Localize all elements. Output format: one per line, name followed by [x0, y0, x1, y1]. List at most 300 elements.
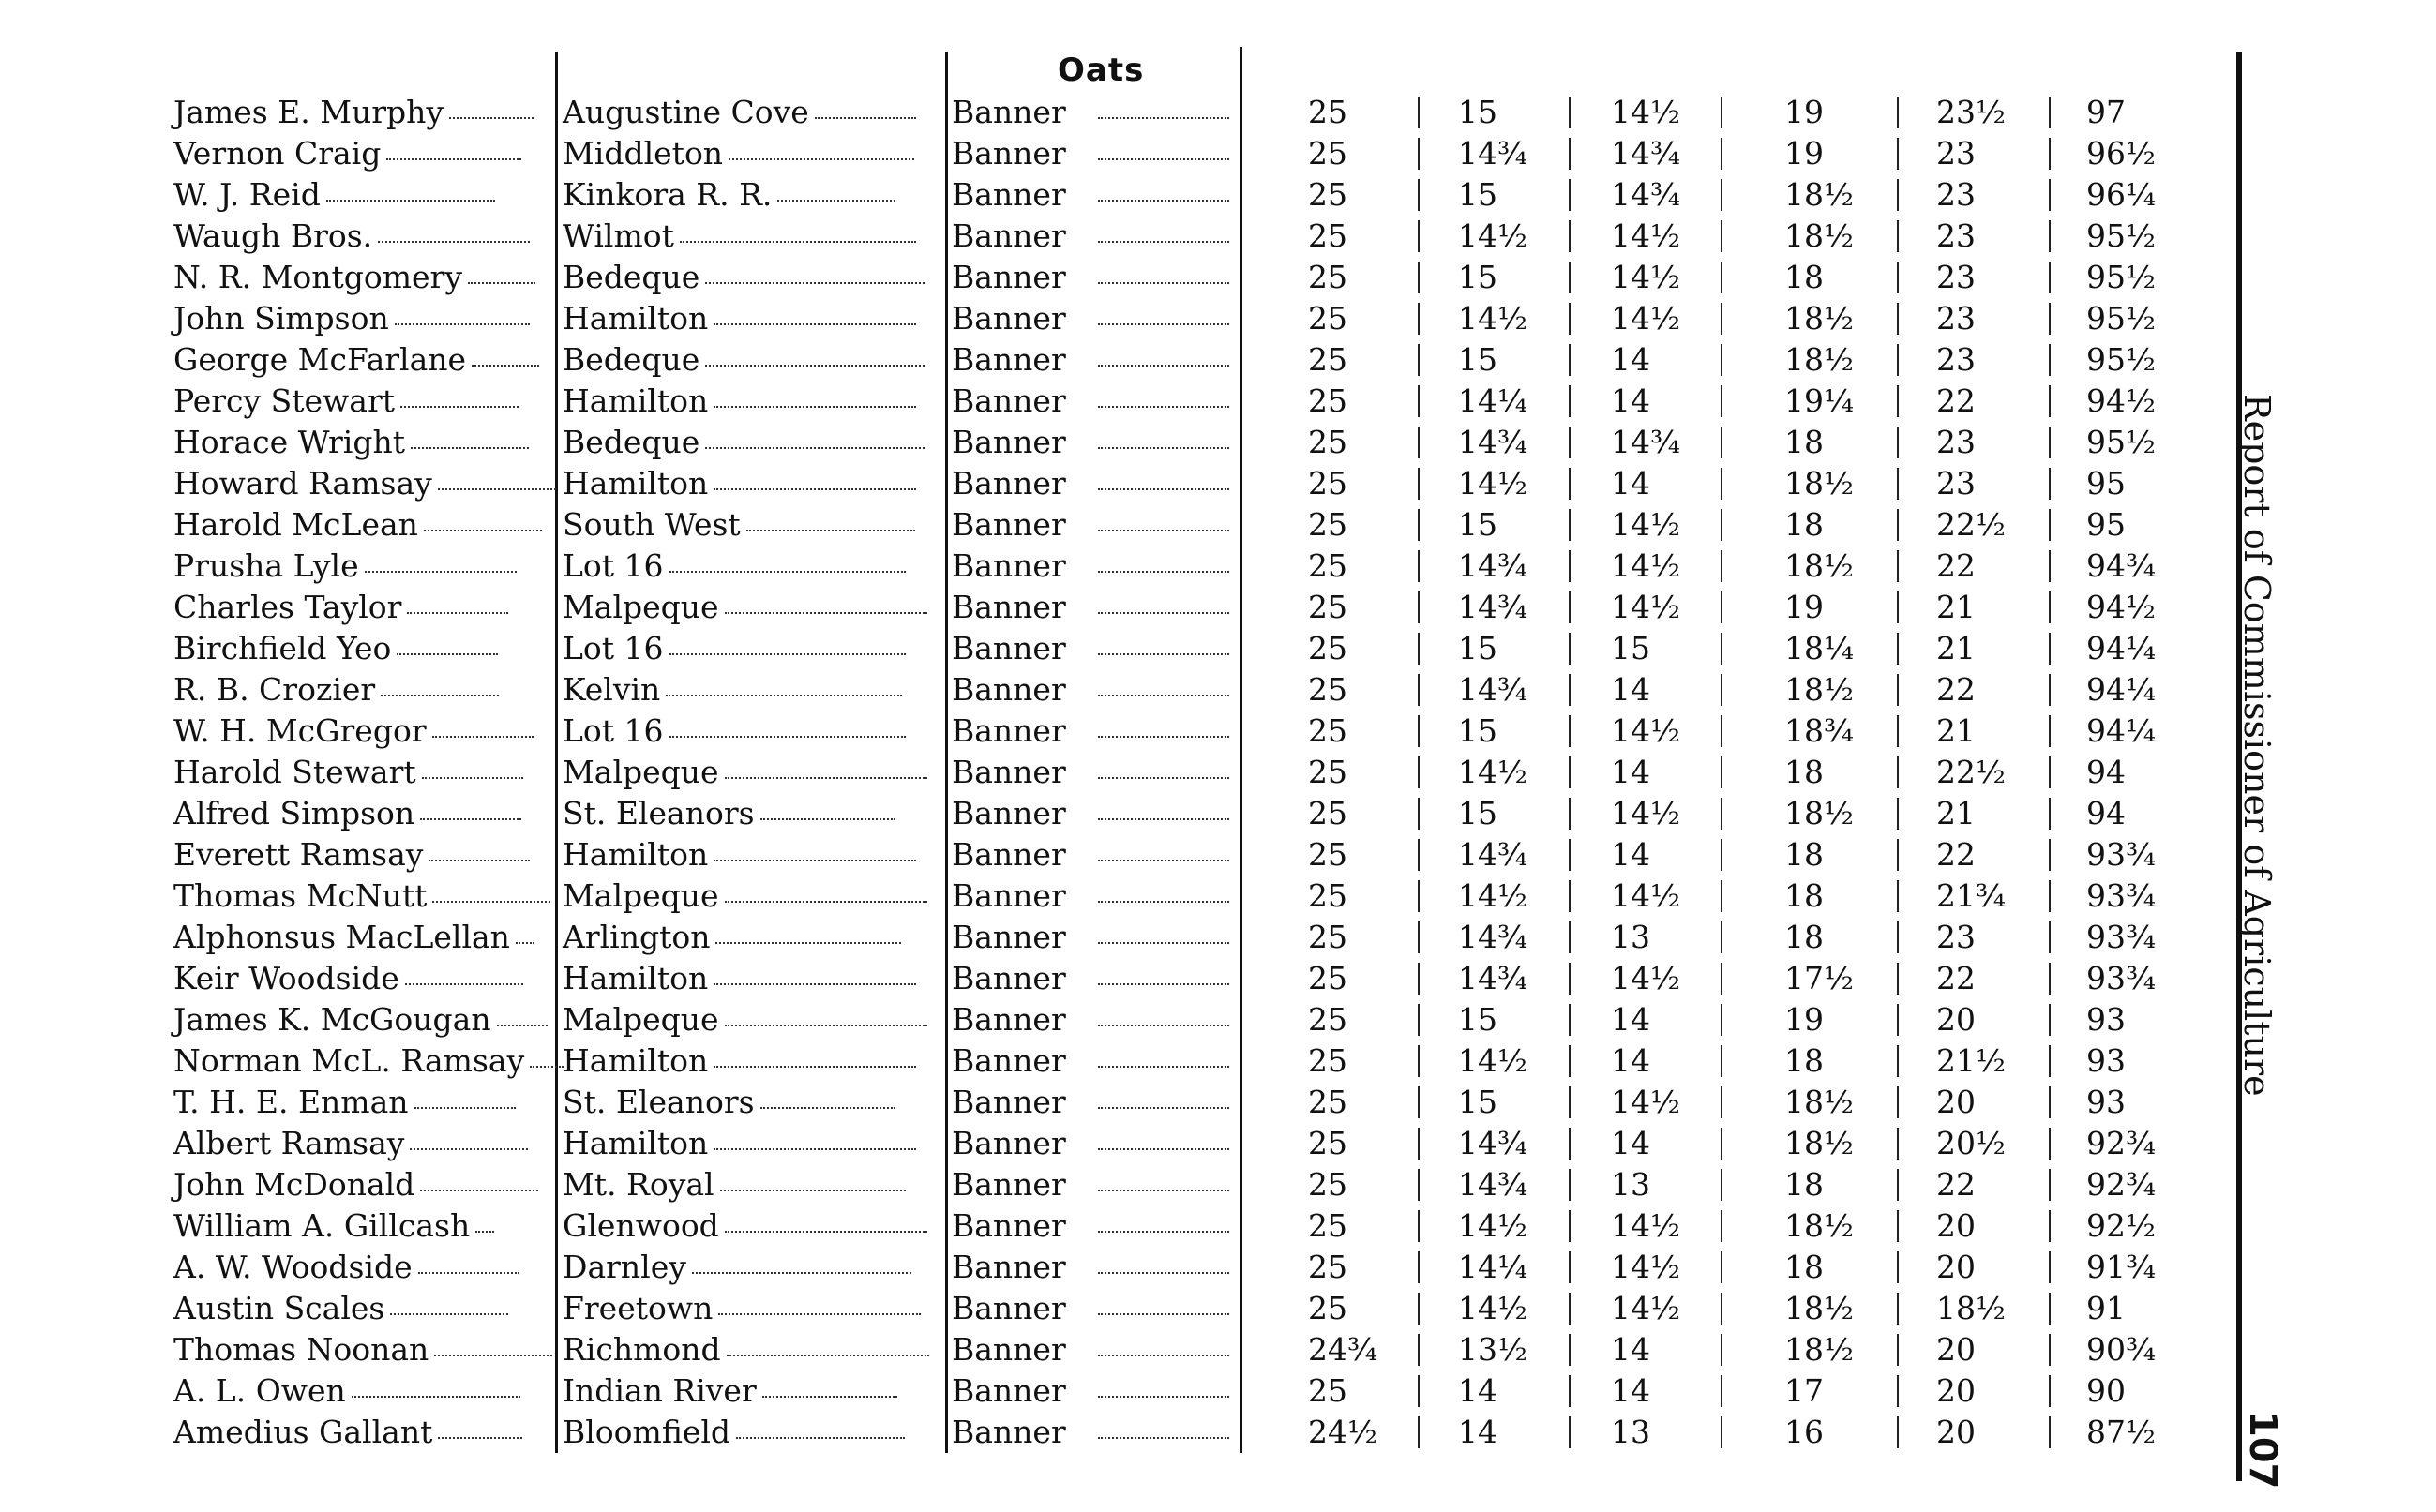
- variety: Banner: [952, 1040, 1233, 1082]
- location: Hamilton: [563, 1040, 947, 1082]
- variety: Banner: [952, 1370, 1233, 1412]
- column-tick: [1721, 1293, 1722, 1325]
- variety: Banner: [952, 422, 1233, 463]
- column-tick: [1897, 262, 1899, 293]
- variety: Banner: [952, 133, 1233, 174]
- score-4: 18½: [1784, 1290, 1854, 1326]
- column-tick: [2049, 220, 2051, 252]
- variety: Banner: [952, 999, 1233, 1040]
- score-3: 14: [1611, 1331, 1650, 1368]
- column-tick: [1418, 1375, 1420, 1407]
- column-tick: [1897, 385, 1899, 417]
- total-score: 91¾: [2086, 1249, 2156, 1285]
- table-row: [0, 1247, 2250, 1288]
- score-5: 21½: [1936, 1042, 2006, 1079]
- column-tick: [1721, 344, 1722, 376]
- total-score: 93: [2086, 1084, 2126, 1120]
- column-tick: [1418, 674, 1420, 706]
- total-score: 90¾: [2086, 1331, 2156, 1368]
- score-5: 22: [1936, 671, 1976, 708]
- score-1: 25: [1308, 960, 1347, 996]
- score-5: 20: [1936, 1372, 1976, 1409]
- score-2: 15: [1458, 1001, 1497, 1038]
- table-row: [0, 669, 2250, 711]
- variety: Banner: [952, 257, 1233, 298]
- total-score: 95½: [2086, 259, 2156, 295]
- total-score: 94¾: [2086, 547, 2156, 584]
- column-tick: [1418, 756, 1420, 788]
- column-tick: [1418, 1334, 1420, 1366]
- entrant-name: Birchfield Yeo: [173, 628, 549, 669]
- column-tick: [1418, 138, 1420, 170]
- score-3: 14½: [1611, 506, 1680, 543]
- score-4: 17½: [1784, 960, 1854, 996]
- column-tick: [2049, 756, 2051, 788]
- score-3: 14½: [1611, 960, 1680, 996]
- variety: Banner: [952, 381, 1233, 422]
- column-tick: [1418, 633, 1420, 665]
- table-row: [0, 1040, 2250, 1082]
- score-2: 14¾: [1458, 1125, 1527, 1161]
- variety: Banner: [952, 463, 1233, 504]
- score-5: 22½: [1936, 506, 2006, 543]
- score-2: 14¾: [1458, 135, 1527, 172]
- total-score: 95½: [2086, 300, 2156, 337]
- variety: Banner: [952, 1288, 1233, 1329]
- score-4: 18: [1784, 1042, 1824, 1079]
- column-tick: [2049, 427, 2051, 458]
- score-1: 25: [1308, 217, 1347, 254]
- location: Bedeque: [563, 422, 947, 463]
- total-score: 95½: [2086, 217, 2156, 254]
- column-tick: [1721, 509, 1722, 541]
- total-score: 93¾: [2086, 836, 2156, 873]
- column-tick: [1897, 921, 1899, 953]
- column-tick: [1897, 427, 1899, 458]
- score-3: 14½: [1611, 1084, 1680, 1120]
- entrant-name: Everett Ramsay: [173, 834, 549, 876]
- column-tick: [1897, 509, 1899, 541]
- total-score: 95½: [2086, 341, 2156, 378]
- table-row: [0, 917, 2250, 958]
- score-5: 18½: [1936, 1290, 2006, 1326]
- running-title: Report of Commissioner of Agriculture: [2236, 394, 2278, 1097]
- score-3: 14½: [1611, 217, 1680, 254]
- score-5: 21: [1936, 712, 1976, 749]
- total-score: 93¾: [2086, 877, 2156, 914]
- column-tick: [1418, 1004, 1420, 1036]
- score-3: 14: [1611, 465, 1650, 502]
- location: Bloomfield: [563, 1412, 947, 1453]
- entrant-name: Charles Taylor: [173, 587, 549, 628]
- score-2: 14½: [1458, 465, 1527, 502]
- column-tick: [1418, 550, 1420, 582]
- score-1: 25: [1308, 919, 1347, 955]
- score-5: 22½: [1936, 754, 2006, 790]
- column-tick: [1721, 1128, 1722, 1160]
- table-row: [0, 133, 2250, 174]
- score-4: 18: [1784, 506, 1824, 543]
- total-score: 93¾: [2086, 919, 2156, 955]
- score-1: 25: [1308, 1207, 1347, 1244]
- variety: Banner: [952, 587, 1233, 628]
- score-3: 14½: [1611, 259, 1680, 295]
- column-tick: [1721, 468, 1722, 500]
- column-tick: [2049, 344, 2051, 376]
- variety: Banner: [952, 834, 1233, 876]
- score-5: 20: [1936, 1001, 1976, 1038]
- score-2: 14½: [1458, 754, 1527, 790]
- column-tick: [1897, 97, 1899, 128]
- column-tick: [1569, 220, 1571, 252]
- variety: Banner: [952, 1412, 1233, 1453]
- total-score: 94: [2086, 795, 2126, 831]
- location: Middleton: [563, 133, 947, 174]
- table-row: [0, 793, 2250, 834]
- score-2: 15: [1458, 259, 1497, 295]
- entrant-name: Percy Stewart: [173, 381, 549, 422]
- score-5: 21: [1936, 795, 1976, 831]
- location: St. Eleanors: [563, 793, 947, 834]
- entrant-name: W. H. McGregor: [173, 711, 549, 752]
- column-tick: [1721, 97, 1722, 128]
- column-tick: [1897, 1375, 1899, 1407]
- score-4: 18½: [1784, 671, 1854, 708]
- table-row: [0, 1370, 2250, 1412]
- location: Indian River: [563, 1370, 947, 1412]
- score-5: 23: [1936, 341, 1976, 378]
- score-4: 18: [1784, 877, 1824, 914]
- column-tick: [1569, 798, 1571, 830]
- table-row: [0, 1412, 2250, 1453]
- score-4: 18½: [1784, 1125, 1854, 1161]
- location: Augustine Cove: [563, 92, 947, 133]
- column-tick: [1569, 1045, 1571, 1077]
- entrant-name: John Simpson: [173, 298, 549, 339]
- table-row: [0, 1205, 2250, 1247]
- score-4: 18½: [1784, 176, 1854, 213]
- column-tick: [1569, 344, 1571, 376]
- column-tick: [1721, 756, 1722, 788]
- column-tick: [1569, 1293, 1571, 1325]
- variety: Banner: [952, 793, 1233, 834]
- column-tick: [1418, 179, 1420, 211]
- total-score: 90: [2086, 1372, 2126, 1409]
- table-row: [0, 711, 2250, 752]
- score-5: 22: [1936, 960, 1976, 996]
- column-tick: [2049, 468, 2051, 500]
- score-5: 23: [1936, 919, 1976, 955]
- entrant-name: A. L. Owen: [173, 1370, 549, 1412]
- location: Hamilton: [563, 381, 947, 422]
- table-row: [0, 92, 2250, 133]
- location: St. Eleanors: [563, 1082, 947, 1123]
- entrant-name: T. H. E. Enman: [173, 1082, 549, 1123]
- score-5: 22: [1936, 836, 1976, 873]
- score-4: 18½: [1784, 795, 1854, 831]
- location: Malpeque: [563, 752, 947, 793]
- column-tick: [1418, 303, 1420, 335]
- column-tick: [1721, 1210, 1722, 1242]
- location: Hamilton: [563, 958, 947, 999]
- score-2: 14¾: [1458, 960, 1527, 996]
- column-tick: [1569, 1251, 1571, 1283]
- score-4: 18¾: [1784, 712, 1854, 749]
- column-tick: [2049, 1375, 2051, 1407]
- column-tick: [1897, 798, 1899, 830]
- column-tick: [1897, 1169, 1899, 1201]
- score-5: 23: [1936, 259, 1976, 295]
- column-tick: [1721, 798, 1722, 830]
- table-row: [0, 422, 2250, 463]
- score-5: 20: [1936, 1249, 1976, 1285]
- column-tick: [1721, 963, 1722, 995]
- entrant-name: John McDonald: [173, 1164, 549, 1205]
- score-5: 20½: [1936, 1125, 2006, 1161]
- column-tick: [1569, 1086, 1571, 1118]
- score-3: 14¾: [1611, 135, 1680, 172]
- score-1: 25: [1308, 1372, 1347, 1409]
- column-tick: [1897, 1210, 1899, 1242]
- score-2: 14: [1458, 1372, 1497, 1409]
- score-2: 15: [1458, 1084, 1497, 1120]
- table-row: [0, 298, 2250, 339]
- entrant-name: Alphonsus MacLellan: [173, 917, 549, 958]
- score-3: 14½: [1611, 300, 1680, 337]
- entrant-name: Howard Ramsay: [173, 463, 549, 504]
- score-5: 23: [1936, 176, 1976, 213]
- entrant-name: Harold McLean: [173, 504, 549, 546]
- column-tick: [1897, 1293, 1899, 1325]
- column-tick: [1569, 1334, 1571, 1366]
- column-tick: [1721, 674, 1722, 706]
- score-4: 19: [1784, 94, 1824, 130]
- column-tick: [1897, 1004, 1899, 1036]
- score-2: 13½: [1458, 1331, 1527, 1368]
- location: Arlington: [563, 917, 947, 958]
- score-1: 25: [1308, 259, 1347, 295]
- score-5: 23: [1936, 217, 1976, 254]
- location: Bedeque: [563, 257, 947, 298]
- score-2: 14¼: [1458, 382, 1527, 419]
- score-1: 25: [1308, 877, 1347, 914]
- column-tick: [1418, 509, 1420, 541]
- score-4: 19: [1784, 1001, 1824, 1038]
- column-tick: [2049, 674, 2051, 706]
- column-tick: [1569, 591, 1571, 623]
- variety: Banner: [952, 711, 1233, 752]
- score-1: 25: [1308, 547, 1347, 584]
- variety: Banner: [952, 1123, 1233, 1164]
- total-score: 97: [2086, 94, 2126, 130]
- total-score: 94¼: [2086, 671, 2156, 708]
- table-row: [0, 504, 2250, 546]
- total-score: 95½: [2086, 424, 2156, 460]
- total-score: 94½: [2086, 382, 2156, 419]
- table-row: [0, 257, 2250, 298]
- score-5: 21: [1936, 630, 1976, 666]
- score-3: 15: [1611, 630, 1650, 666]
- score-4: 19: [1784, 589, 1824, 625]
- score-1: 25: [1308, 1084, 1347, 1120]
- score-1: 25: [1308, 1001, 1347, 1038]
- page-number: 107: [2241, 1411, 2284, 1490]
- column-tick: [1569, 839, 1571, 871]
- score-1: 25: [1308, 300, 1347, 337]
- score-4: 18: [1784, 259, 1824, 295]
- total-score: 87½: [2086, 1414, 2156, 1450]
- variety: Banner: [952, 752, 1233, 793]
- score-2: 15: [1458, 341, 1497, 378]
- column-tick: [1721, 715, 1722, 747]
- location: Kelvin: [563, 669, 947, 711]
- variety: Banner: [952, 298, 1233, 339]
- column-tick: [1721, 921, 1722, 953]
- column-tick: [2049, 633, 2051, 665]
- column-tick: [2049, 550, 2051, 582]
- column-tick: [1569, 550, 1571, 582]
- column-tick: [2049, 262, 2051, 293]
- column-tick: [1897, 1045, 1899, 1077]
- entrant-name: Thomas Noonan: [173, 1329, 549, 1370]
- column-tick: [1418, 1128, 1420, 1160]
- column-tick: [1418, 220, 1420, 252]
- location: Hamilton: [563, 1123, 947, 1164]
- table-row: [0, 876, 2250, 917]
- column-tick: [1418, 591, 1420, 623]
- column-tick: [1569, 262, 1571, 293]
- column-tick: [1418, 262, 1420, 293]
- location: Lot 16: [563, 546, 947, 587]
- column-tick: [2049, 1210, 2051, 1242]
- column-tick: [1569, 179, 1571, 211]
- score-4: 18: [1784, 1249, 1824, 1285]
- score-2: 14¾: [1458, 424, 1527, 460]
- entrant-name: A. W. Woodside: [173, 1247, 549, 1288]
- entrant-name: Norman McL. Ramsay: [173, 1040, 549, 1082]
- table-row: [0, 587, 2250, 628]
- column-tick: [2049, 1086, 2051, 1118]
- score-1: 25: [1308, 754, 1347, 790]
- total-score: 93: [2086, 1001, 2126, 1038]
- column-tick: [1897, 839, 1899, 871]
- score-4: 18: [1784, 919, 1824, 955]
- score-4: 18½: [1784, 1207, 1854, 1244]
- score-5: 20: [1936, 1414, 1976, 1450]
- column-tick: [1418, 1416, 1420, 1448]
- column-tick: [1569, 385, 1571, 417]
- score-3: 14½: [1611, 1207, 1680, 1244]
- column-tick: [1897, 1251, 1899, 1283]
- score-2: 15: [1458, 630, 1497, 666]
- table-row: [0, 174, 2250, 216]
- score-4: 19¼: [1784, 382, 1854, 419]
- column-tick: [1897, 633, 1899, 665]
- table-row: [0, 1123, 2250, 1164]
- variety: Banner: [952, 1329, 1233, 1370]
- score-5: 20: [1936, 1084, 1976, 1120]
- column-tick: [2049, 880, 2051, 912]
- variety: Banner: [952, 1205, 1233, 1247]
- variety: Banner: [952, 92, 1233, 133]
- column-tick: [1897, 715, 1899, 747]
- score-3: 13: [1611, 1414, 1650, 1450]
- column-tick: [1897, 1086, 1899, 1118]
- column-tick: [1569, 468, 1571, 500]
- variety: Banner: [952, 174, 1233, 216]
- score-2: 14½: [1458, 1207, 1527, 1244]
- score-3: 14: [1611, 1125, 1650, 1161]
- location: Hamilton: [563, 298, 947, 339]
- score-4: 16: [1784, 1414, 1824, 1450]
- total-score: 92½: [2086, 1207, 2156, 1244]
- column-tick: [2049, 1416, 2051, 1448]
- column-tick: [1418, 798, 1420, 830]
- column-tick: [1418, 1086, 1420, 1118]
- column-tick: [1897, 756, 1899, 788]
- column-tick: [2049, 1045, 2051, 1077]
- column-tick: [1418, 1045, 1420, 1077]
- column-tick: [2049, 1128, 2051, 1160]
- column-tick: [1897, 179, 1899, 211]
- location: Malpeque: [563, 999, 947, 1040]
- total-score: 96¼: [2086, 176, 2156, 213]
- score-3: 14: [1611, 1001, 1650, 1038]
- score-1: 25: [1308, 506, 1347, 543]
- entrant-name: William A. Gillcash: [173, 1205, 549, 1247]
- score-1: 25: [1308, 589, 1347, 625]
- total-score: 94½: [2086, 589, 2156, 625]
- column-tick: [1569, 633, 1571, 665]
- table-row: [0, 1329, 2250, 1370]
- column-tick: [1721, 220, 1722, 252]
- location: Freetown: [563, 1288, 947, 1329]
- table-row: [0, 958, 2250, 999]
- score-1: 24¾: [1308, 1331, 1377, 1368]
- column-tick: [1721, 1086, 1722, 1118]
- column-tick: [1721, 1334, 1722, 1366]
- table-row: [0, 463, 2250, 504]
- score-2: 14¾: [1458, 671, 1527, 708]
- column-tick: [2049, 509, 2051, 541]
- score-5: 20: [1936, 1331, 1976, 1368]
- score-1: 25: [1308, 382, 1347, 419]
- score-2: 14¾: [1458, 589, 1527, 625]
- entrant-name: James K. McGougan: [173, 999, 549, 1040]
- column-tick: [1569, 880, 1571, 912]
- score-1: 25: [1308, 424, 1347, 460]
- column-tick: [1897, 591, 1899, 623]
- score-1: 25: [1308, 1125, 1347, 1161]
- column-tick: [1569, 963, 1571, 995]
- location: Hamilton: [563, 463, 947, 504]
- column-tick: [1721, 1375, 1722, 1407]
- score-5: 22: [1936, 382, 1976, 419]
- score-3: 13: [1611, 919, 1650, 955]
- column-tick: [2049, 921, 2051, 953]
- score-5: 23: [1936, 424, 1976, 460]
- variety: Banner: [952, 917, 1233, 958]
- column-tick: [1721, 1004, 1722, 1036]
- location: Wilmot: [563, 216, 947, 257]
- column-tick: [1897, 138, 1899, 170]
- score-3: 14: [1611, 1042, 1650, 1079]
- entrant-name: Thomas McNutt: [173, 876, 549, 917]
- column-tick: [1721, 591, 1722, 623]
- column-tick: [1721, 1416, 1722, 1448]
- column-tick: [1897, 344, 1899, 376]
- column-tick: [1569, 1128, 1571, 1160]
